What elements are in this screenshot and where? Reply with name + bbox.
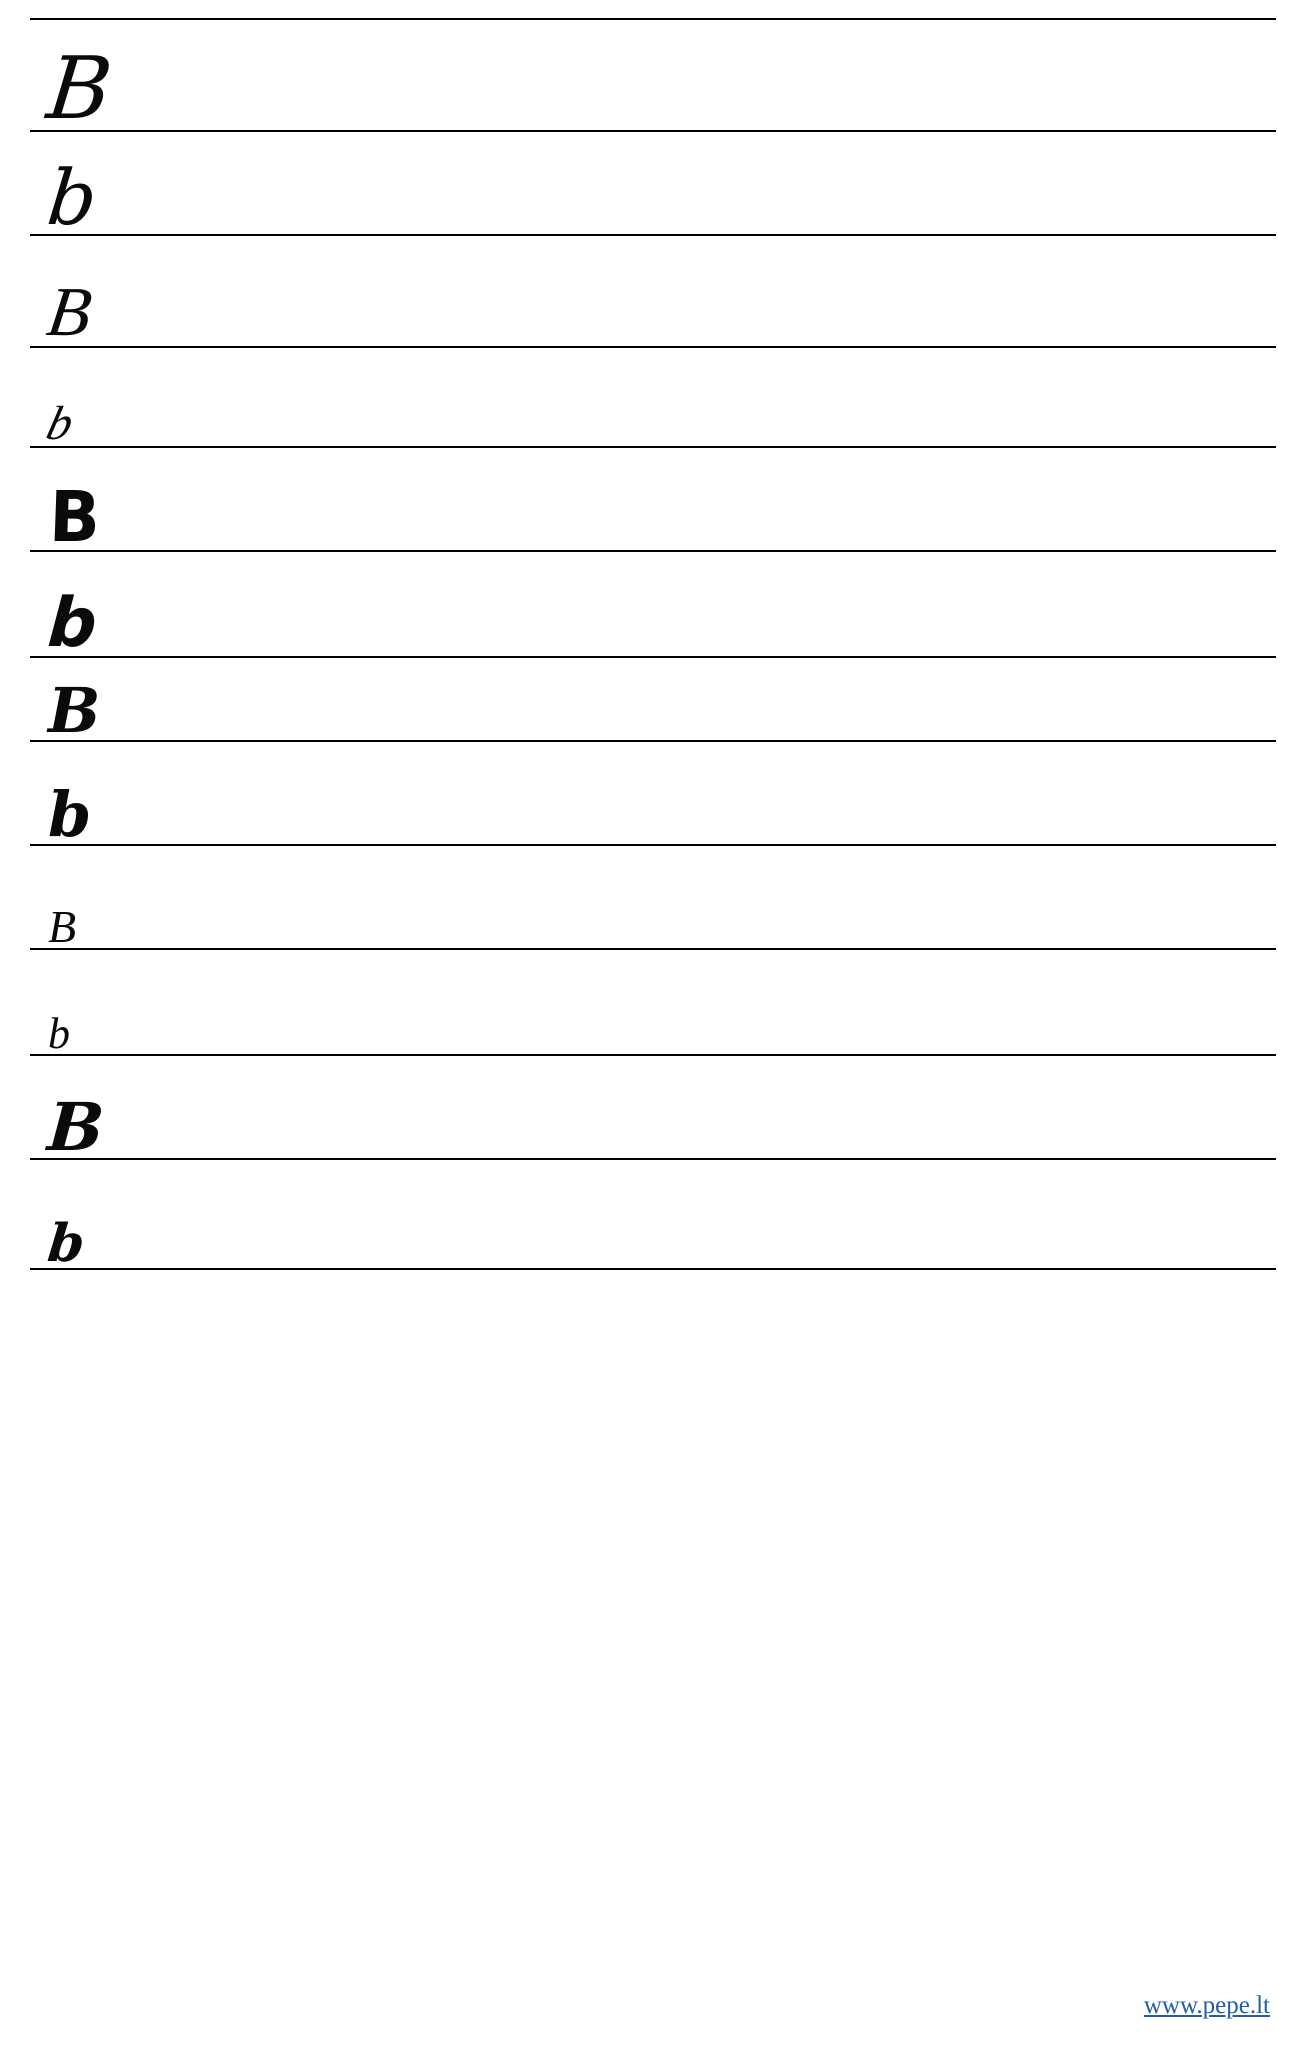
- footer: [1144, 1992, 1270, 2020]
- website-link[interactable]: www.pepe.lt: [1143, 1992, 1270, 2019]
- letter-glyph: B: [48, 674, 101, 747]
- letter-glyph: B: [48, 901, 77, 952]
- practice-row: [30, 448, 1276, 558]
- letter-glyph: B: [45, 1088, 107, 1166]
- letter-glyph: B: [42, 39, 117, 139]
- letter-glyph: b: [41, 397, 79, 450]
- practice-row: [30, 742, 1276, 851]
- practice-row: [30, 658, 1276, 747]
- letter-glyph: b: [45, 584, 100, 663]
- letter-glyph: b: [48, 1009, 70, 1058]
- letter-glyph: b: [43, 153, 102, 242]
- letter-glyph: B: [42, 274, 97, 351]
- practice-row: [30, 950, 1276, 1056]
- practice-row: [30, 1056, 1276, 1166]
- practice-row: [30, 236, 1276, 351]
- practice-row: [30, 846, 1276, 950]
- letter-glyph: B: [47, 476, 102, 558]
- letter-glyph: b: [44, 1213, 88, 1274]
- practice-rows: [30, 20, 1276, 1274]
- practice-row: [30, 20, 1276, 139]
- practice-row: [30, 1160, 1276, 1274]
- practice-row: [30, 132, 1276, 242]
- letter-glyph: b: [48, 778, 92, 851]
- practice-row: [30, 552, 1276, 663]
- practice-row: [30, 348, 1276, 448]
